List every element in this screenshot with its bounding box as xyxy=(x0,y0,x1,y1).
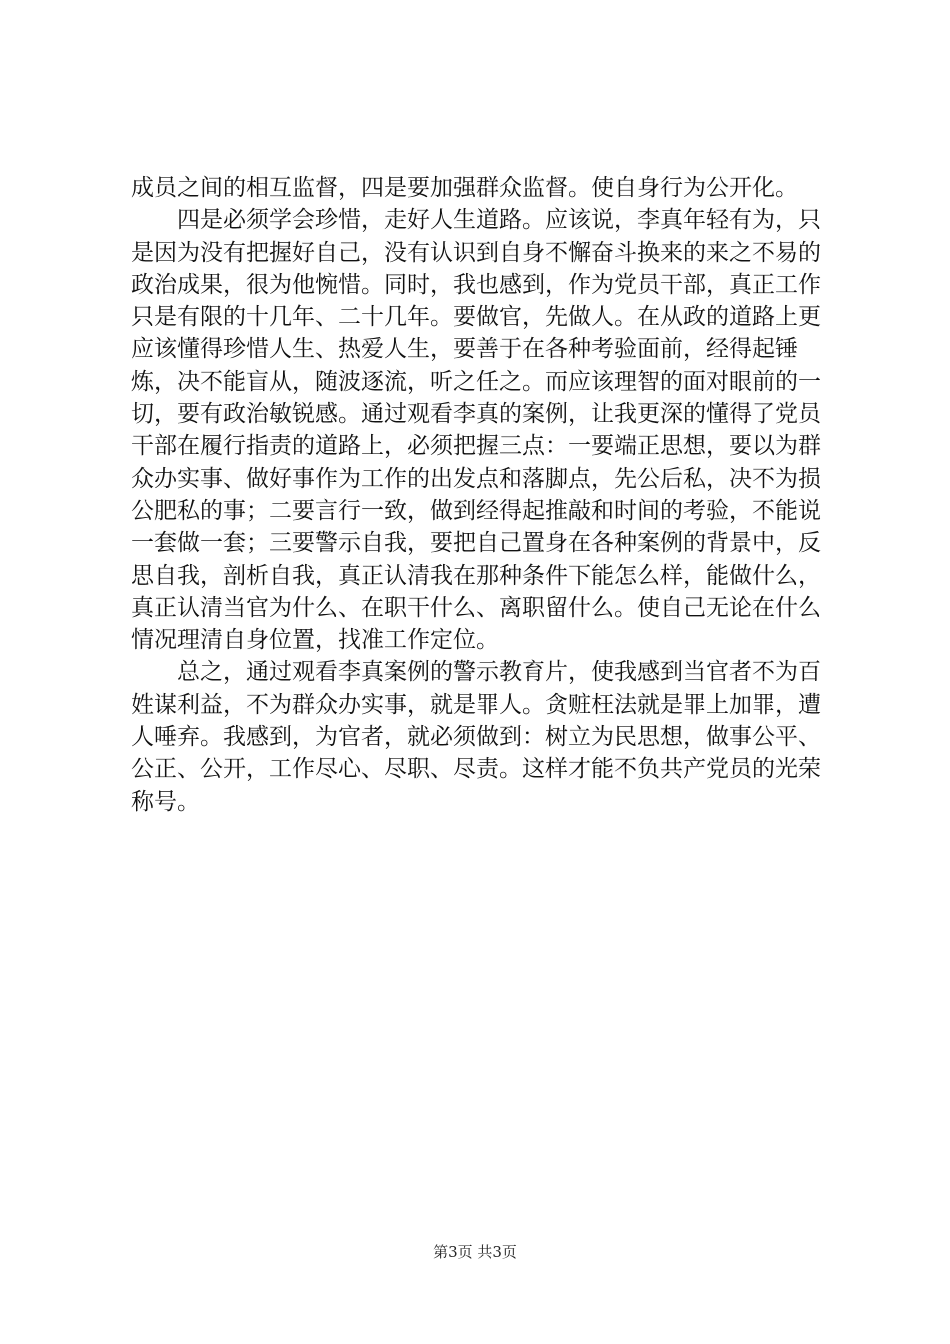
page-number-footer: 第3页 共3页 xyxy=(433,1243,517,1261)
document-body xyxy=(131,172,821,818)
paragraph-cherish-life: 四是必须学会珍惜，走好人生道路。应该说，李真年轻有为，只是因为没有把握好自己，没有认识到自身不懈奋斗换来的来之不易的政治成果，很为他惋惜。同时，我也感到，作为党员干部，真正工作只是有限的十几年、二十几年。要做官，先做人。在从政的道路上更应该懂得珍惜人生、热爱人生，要善于在各种考验面前，经得起锤炼，决不能盲从，随波逐流，听之任之。而应该理智的面对眼前的一切，要有政治敏锐感。通过观看李真的案例，让我更深的懂得了党员干部在履行指责的道路上，必须把握三点：一要端正思想，要以为群众办实事、做好事作为工作的出发点和落脚点，先公后私，决不为损公肥私的事；二要言行一致，做到经得起推敲和时间的考验，不能说一套做一套；三要警示自我，要把自己置身在各种案例的背景中，反思自我，剖析自我，真正认清我在那种条件下能怎么样，能做什么，真正认清当官为什么、在职干什么、离职留什么。使自己无论在什么情况理清自身位置，找准工作定位。 xyxy=(131,207,821,654)
paragraph-continuation: 成员之间的相互监督，四是要加强群众监督。使自身行为公开化。 xyxy=(131,175,798,201)
paragraph-conclusion: 总之，通过观看李真案例的警示教育片，使我感到当官者不为百姓谋利益，不为群众办实事，就是罪人。贪赃枉法就是罪上加罪，遭人唾弃。我感到，为官者，就必须做到：树立为民思想，做事公平、公正、公开，工作尽心、尽职、尽责。这样才能不负共产党员的光荣称号。 xyxy=(131,659,821,815)
